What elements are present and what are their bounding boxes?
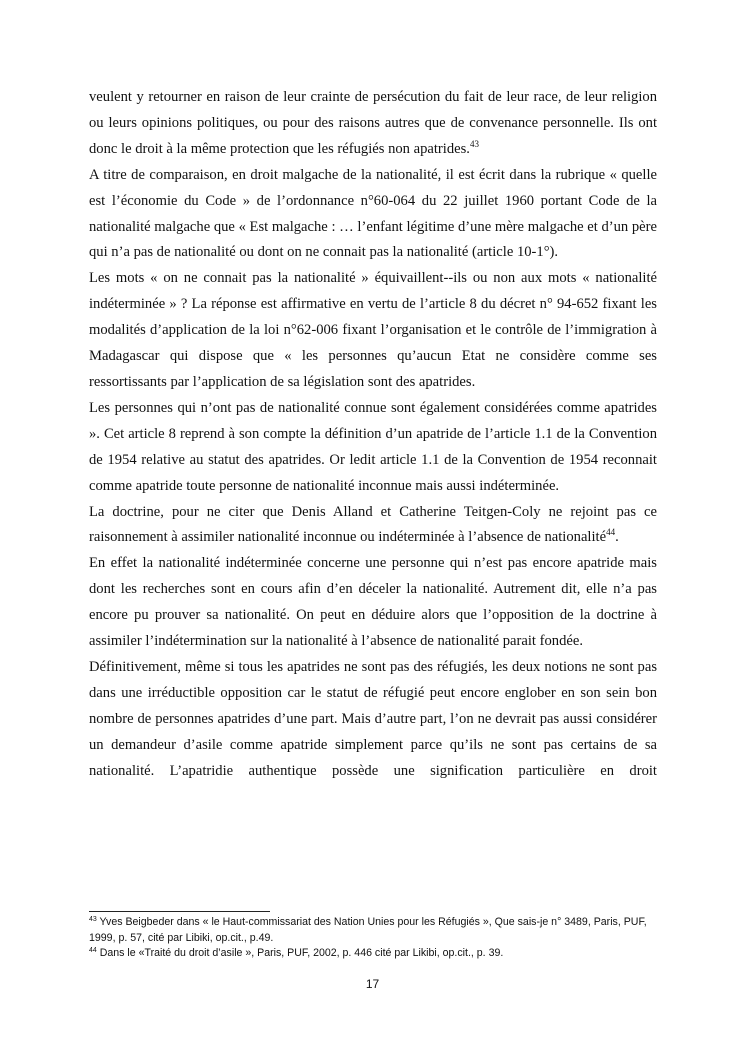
paragraph-text: La doctrine, pour ne citer que Denis Alland et Catherine Teitgen-Coly ne rejoint pas ce raisonnement à assimiler nationalité inconnue ou indéterminée à l’absence de nationalité	[89, 503, 657, 546]
footnote-43	[89, 915, 661, 946]
paragraph-text: En effet la nationalité indéterminée concerne une personne qui n’est pas encore apatride mais dont les recherches sont en cours afin d’en déceler la nationalité. Autrement dit, elle n’a pas encore pu prouver sa nationalité. On peut en déduire alors que l’opposition de la doctrine à assimiler l’indétermination sur la nationalité à l’absence de nationalité parait fondée.	[89, 555, 657, 650]
paragraph-text: Définitivement, même si tous les apatrides ne sont pas des réfugiés, les deux notions ne sont pas dans une irréductible opposition car le statut de réfugié peut encore englober en son sein bon nombre de personnes apatrides d’une part. Mais d’autre part, l’on ne devrait pas aussi considérer un demandeur d’asile comme apatride simplement parce qu’ils ne sont pas certains de sa nationalité. L’apatridie authentique possède une signification particulière en droit	[89, 658, 657, 779]
paragraph	[89, 551, 657, 655]
paragraph	[89, 85, 657, 163]
page-number: 17	[365, 977, 380, 991]
paragraph-text: A titre de comparaison, en droit malgache de la nationalité, il est écrit dans la rubrique « quelle est l’économie du Code » de l’ordonnance n°60-064 du 22 juillet 1960 portant Code de la nationalité malgache que « Est malgache : … l’enfant légitime d’une mère malgache et d’un père qui n’a pas de nationalité ou dont on ne connait pas la nationalité (article 10-1°).	[89, 166, 657, 261]
paragraph-text: veulent y retourner en raison de leur crainte de persécution du fait de leur race, de leur religion ou leurs opinions politiques, ou pour des raisons autres que de convenance personnelle. Ils ont donc le droit à la même protection que les réfugiés non apatrides.	[89, 89, 657, 157]
paragraph-text: Les mots « on ne connait pas la nationalité » équivaillent--ils ou non aux mots « nationalité indéterminée » ? La réponse est affirmative en vertu de l’article 8 du décret n° 94-652 fixant les modalités d’application de la loi n°62-006 fixant l’organisation et le contrôle de l’immigration à Madagascar qui dispose que « les personnes qu’aucun Etat ne considère comme ses ressortissants par l’application de sa législation sont des apatrides.	[89, 270, 657, 390]
paragraph-text-tail: .	[615, 529, 619, 546]
footnote-ref-43[interactable]: 43	[469, 138, 479, 149]
footnote-ref-44[interactable]: 44	[606, 527, 616, 538]
paragraph	[89, 163, 657, 267]
body-text	[89, 85, 657, 784]
footnote-number: 44	[89, 947, 97, 954]
footnote-44	[89, 946, 661, 962]
footnote-text: Dans le «Traité du droit d’asile », Paris, PUF, 2002, p. 446 cité par Likibi, op.cit., p. 39.	[96, 947, 504, 959]
footnote-text: Yves Beigbeder dans « le Haut-commissariat des Nation Unies pour les Réfugiés », Que sais-je n° 3489, Paris, PUF, 1999, p. 57, cité par Libiki, op.cit., p.49.	[89, 916, 647, 944]
paragraph	[89, 266, 657, 396]
footnotes	[89, 915, 661, 962]
paragraph	[89, 396, 657, 500]
paragraph	[89, 655, 657, 785]
footnote-number: 43	[89, 916, 97, 923]
paragraph	[89, 500, 657, 552]
footnote-separator	[89, 911, 270, 912]
paragraph-text: Les personnes qui n’ont pas de nationalité connue sont également considérées comme apatrides ». Cet article 8 reprend à son compte la définition d’un apatride de l’article 1.1 de la Convention de 1954 relative au statut des apatrides. Or ledit article 1.1 de la Convention de 1954 reconnait comme apatride toute personne de nationalité inconnue mais aussi indéterminée.	[89, 399, 657, 494]
